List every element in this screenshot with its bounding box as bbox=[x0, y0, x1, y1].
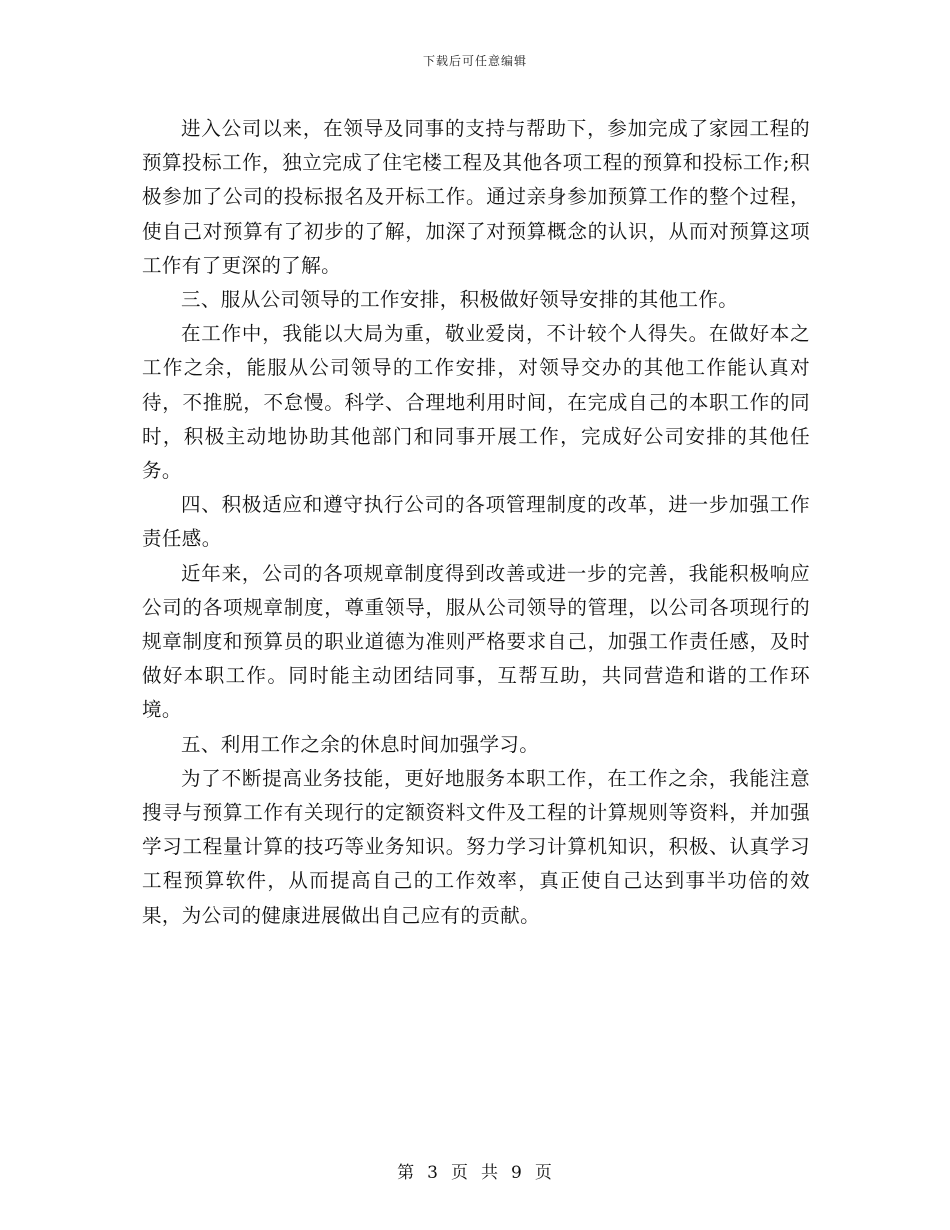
page-number-current: 3 bbox=[427, 1163, 439, 1183]
page-footer bbox=[0, 1158, 950, 1183]
page-number-total: 9 bbox=[511, 1163, 523, 1183]
paragraph-budget-work: 进入公司以来，在领导及同事的支持与帮助下，参加完成了家园工程的预算投标工作，独立完成了住宅楼工程及其他各项工程的预算和投标工作;积极参加了公司的投标报名及开标工作。通过亲身参加预算工作的整个过程，使自己对预算有了初步的了解，加深了对预算概念的认识，从而对预算这项工作有了更深的了解。 bbox=[142, 117, 810, 277]
page-header: 下载后可任意编辑 bbox=[422, 54, 527, 68]
section-heading-4: 四、积极适应和遵守执行公司的各项管理制度的改革，进一步加强工作责任感。 bbox=[142, 493, 810, 551]
footer-total-label: 共 bbox=[481, 1163, 499, 1183]
footer-prefix: 第 bbox=[397, 1163, 416, 1183]
section-heading-5: 五、利用工作之余的休息时间加强学习。 bbox=[181, 732, 540, 756]
paragraph-work-attitude: 在工作中，我能以大局为重，敬业爱岗，不计较个人得失。在做好本之工作之余，能服从公司领导的工作安排，对领导交办的其他工作能认真对待，不推脱，不怠慢。科学、合理地利用时间，在完成自己的本职工作的同时，积极主动地协助其他部门和同事开展工作，完成好公司安排的其他任务。 bbox=[142, 322, 810, 483]
paragraph-regulations: 近年来，公司的各项规章制度得到改善或进一步的完善，我能积极响应公司的各项规章制度，尊重领导，服从公司领导的管理，以公司各项现行的规章制度和预算员的职业道德为准则严格要求自己，加强工作责任感，及时做好本职工作。同时能主动团结同事，互帮互助，共同营造和谐的工作环境。 bbox=[142, 561, 810, 722]
document-body bbox=[142, 112, 810, 933]
footer-suffix: 页 bbox=[534, 1163, 553, 1183]
section-heading-3: 三、服从公司领导的工作安排，积极做好领导安排的其他工作。 bbox=[181, 288, 739, 312]
paragraph-study: 为了不断提高业务技能，更好地服务本职工作，在工作之余，我能注意搜寻与预算工作有关现行的定额资料文件及工程的计算规则等资料，并加强学习工程量计算的技巧等业务知识。努力学习计算机知识，积极、认真学习工程预算软件，从而提高自己的工作效率，真正使自己达到事半功倍的效果，为公司的健康进展做出自己应有的贡献。 bbox=[142, 766, 810, 927]
footer-page-label: 页 bbox=[451, 1163, 469, 1183]
